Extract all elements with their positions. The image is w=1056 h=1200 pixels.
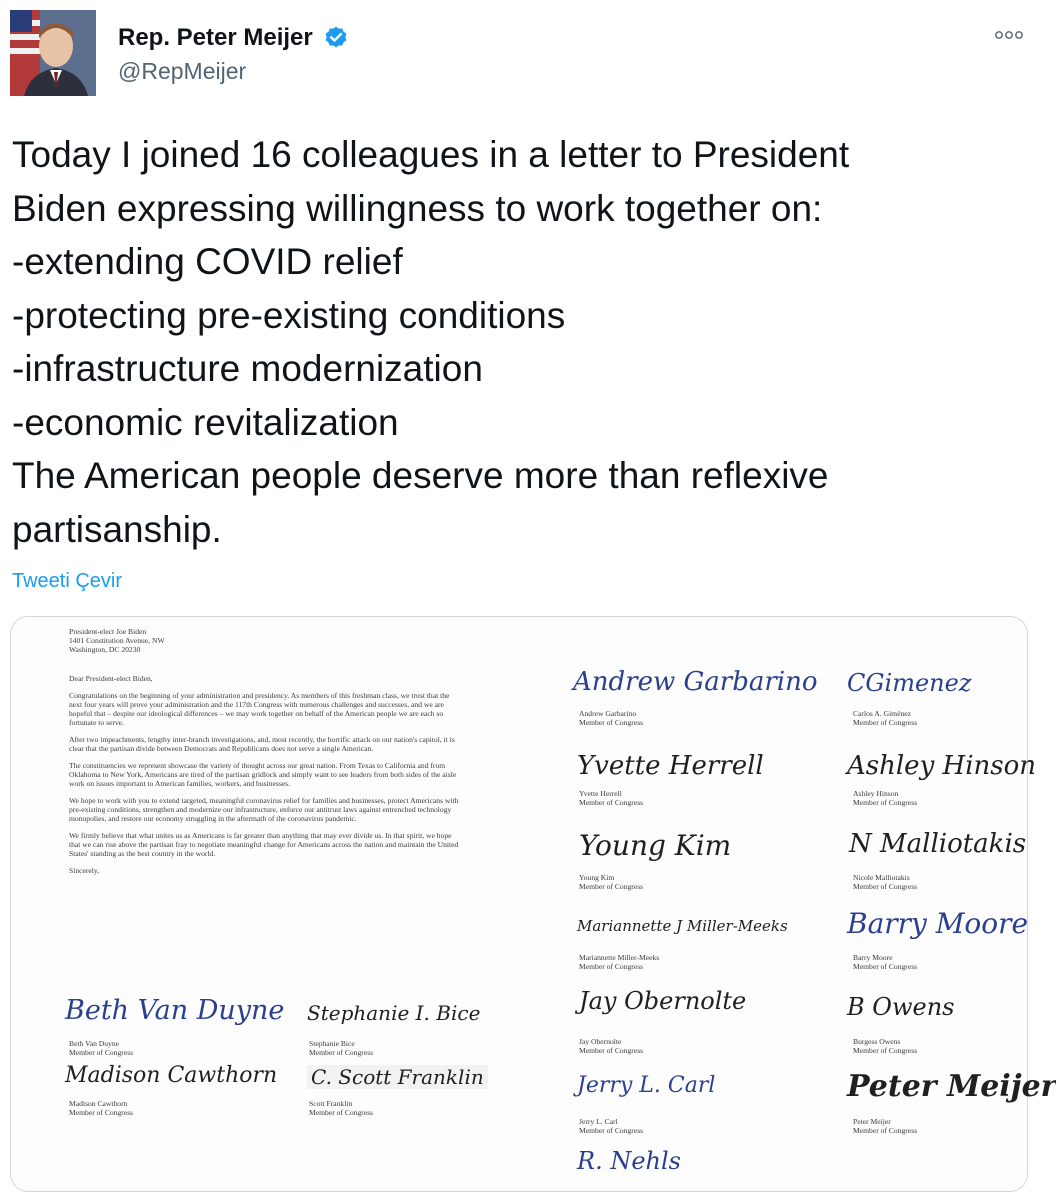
tweet-header bbox=[10, 10, 1026, 100]
signer-name: Beth Van Duyne bbox=[69, 1039, 120, 1048]
signer-name: Peter Meijer bbox=[853, 1117, 891, 1126]
tweet-line: -economic revitalization bbox=[12, 401, 399, 443]
signer-title: Member of Congress bbox=[853, 962, 918, 971]
address-line: 1401 Constitution Avenue, NW bbox=[69, 636, 165, 645]
signature-block bbox=[853, 789, 917, 807]
signature-scribble: Jerry L. Carl bbox=[577, 1073, 716, 1098]
tweet-line: Today I joined 16 colleagues in a letter to President bbox=[12, 134, 850, 175]
signer-title: Member of Congress bbox=[579, 882, 644, 891]
letter-paragraph: Congratulations on the beginning of your administration and presidency. As members of this freshman class, we trust that the next four years will prove your administration and the 117th Congress with numerous challenges and successes, and we are hopeful that – despite our ideological differences – we may work together on behalf of the American people we are each so fortunate to serve. bbox=[69, 691, 450, 727]
address-line: Washington, DC 20230 bbox=[69, 645, 141, 654]
signature-block bbox=[579, 709, 643, 727]
signature-block bbox=[853, 1117, 917, 1135]
signer-title: Member of Congress bbox=[579, 962, 644, 971]
signer-name: Burgess Owens bbox=[853, 1037, 901, 1046]
letter-salutation: Dear President-elect Biden, bbox=[69, 674, 153, 683]
attached-letter-image[interactable] bbox=[10, 616, 1056, 1192]
signature-block bbox=[69, 1039, 133, 1057]
signer-title: Member of Congress bbox=[579, 798, 644, 807]
signer-title: Member of Congress bbox=[853, 798, 918, 807]
signer-name: Nicole Malliotakis bbox=[853, 873, 910, 882]
signer-name: Young Kim bbox=[579, 873, 615, 882]
signature-block bbox=[853, 709, 917, 727]
signer-title: Member of Congress bbox=[69, 1108, 134, 1117]
profile-photo-avatar[interactable] bbox=[10, 10, 96, 96]
verified-badge-icon bbox=[323, 25, 349, 51]
signer-title: Member of Congress bbox=[309, 1048, 374, 1057]
signature-scribble: R. Nehls bbox=[577, 1147, 681, 1175]
signer-title: Member of Congress bbox=[853, 1046, 918, 1055]
tweet-text bbox=[12, 128, 1022, 556]
signature-scribble: Andrew Garbarino bbox=[573, 667, 818, 697]
signature-scribble: CGimenez bbox=[847, 669, 972, 697]
letter-address bbox=[69, 627, 469, 654]
signer-title: Member of Congress bbox=[579, 718, 644, 727]
letter-paragraph: After two impeachments, lengthy inter-branch investigations, and, most recently, the horrific attack on our nation's capitol, it is clear that the partisan divide between Democrats and Republicans does not serve a single American. bbox=[69, 735, 455, 753]
signer-name: Carlos A. Giménez bbox=[853, 709, 911, 718]
signer-title: Member of Congress bbox=[309, 1108, 374, 1117]
signer-name: Mariannette Miller-Meeks bbox=[579, 953, 660, 962]
signature-block bbox=[309, 1099, 373, 1117]
signer-title: Member of Congress bbox=[853, 718, 918, 727]
tweet-line: Biden expressing willingness to work together on: bbox=[12, 187, 823, 229]
letter-closing: Sincerely, bbox=[69, 866, 100, 875]
signature-scribble: Beth Van Duyne bbox=[65, 995, 285, 1026]
signature-scribble: Peter Meijer bbox=[847, 1069, 1056, 1104]
signature-scribble: Madison Cawthorn bbox=[65, 1063, 278, 1088]
signer-title: Member of Congress bbox=[69, 1048, 134, 1057]
signer-name: Yvette Herrell bbox=[579, 789, 622, 798]
letter-paragraph: We hope to work with you to extend targeted, meaningful coronavirus relief for families and businesses, protect Americans with pre-existing conditions, strengthen and modernize our infrastructure, enforce our antitrust laws against entrenched technology monopolies, and restore our economy struggling in the aftermath of the coronavirus pandemic. bbox=[69, 796, 459, 823]
signer-name: Madison Cawthorn bbox=[69, 1099, 128, 1108]
signer-title: Member of Congress bbox=[853, 882, 918, 891]
signature-block bbox=[69, 1099, 133, 1117]
signature-block bbox=[309, 1039, 373, 1057]
signature-block bbox=[853, 873, 917, 891]
signature-block bbox=[579, 873, 643, 891]
handle[interactable]: @RepMeijer bbox=[118, 58, 247, 84]
signature-scribble: Ashley Hinson bbox=[847, 751, 1036, 781]
signature-scribble: C. Scott Franklin bbox=[307, 1065, 488, 1089]
tweet-line: -infrastructure modernization bbox=[12, 348, 483, 389]
signature-scribble: Young Kim bbox=[579, 829, 732, 862]
signature-scribble: N Malliotakis bbox=[849, 829, 1027, 859]
author-info bbox=[118, 24, 349, 85]
signer-title: Member of Congress bbox=[579, 1126, 644, 1135]
signer-name: Jerry L. Carl bbox=[579, 1117, 618, 1126]
tweet-line: The American people deserve more than reflexive bbox=[12, 455, 829, 496]
letter-body bbox=[69, 691, 461, 875]
signature-scribble: Jay Obernolte bbox=[579, 987, 747, 1015]
signer-name: Barry Moore bbox=[853, 953, 893, 962]
signature-block bbox=[579, 1117, 643, 1135]
signer-title: Member of Congress bbox=[853, 1126, 918, 1135]
signer-name: Andrew Garbarino bbox=[579, 709, 637, 718]
signature-block bbox=[853, 953, 917, 971]
display-name[interactable]: Rep. Peter Meijer bbox=[118, 24, 313, 51]
signature-block bbox=[853, 1037, 917, 1055]
letter-document bbox=[11, 617, 1056, 1191]
signature-scribble: Yvette Herrell bbox=[577, 751, 764, 781]
signer-name: Stephanie Bice bbox=[309, 1039, 355, 1048]
address-line: President-elect Joe Biden bbox=[69, 627, 147, 636]
signer-name: Ashley Hinson bbox=[853, 789, 899, 798]
signature-block bbox=[579, 789, 643, 807]
signature-scribble: Mariannette J Miller-Meeks bbox=[577, 917, 788, 935]
signer-name: Jay Obernolte bbox=[579, 1037, 622, 1046]
signature-block bbox=[579, 1037, 643, 1055]
translate-tweet-link[interactable]: Tweeti Çevir bbox=[12, 570, 123, 592]
tweet-line: -protecting pre-existing conditions bbox=[12, 294, 566, 336]
avatar-image bbox=[10, 10, 96, 96]
tweet-line: partisanship. bbox=[12, 508, 222, 550]
signature-scribble: Barry Moore bbox=[847, 907, 1029, 940]
signature-block bbox=[579, 953, 659, 971]
letter-paragraph: The constituencies we represent showcase the variety of thought across our great nation. From Texas to California and from Oklahoma to New York, Americans are tired of the partisan gridlock and simply want to see leaders from both sides of the aisle work on issues important to American families, workers, and businesses. bbox=[69, 761, 457, 788]
letter-paragraph: We firmly believe that what unites us as Americans is far greater than anything that may ever divide us. In that spirit, we hope that we can rise above the partisan fray to negotiate meaningful change for Americans across the nation and maintain the United States' standing as the best country in the world. bbox=[69, 831, 459, 858]
signer-name: Scott Franklin bbox=[309, 1099, 353, 1108]
signature-scribble: Stephanie I. Bice bbox=[307, 1001, 481, 1025]
signer-title: Member of Congress bbox=[579, 1046, 644, 1055]
signature-scribble: B Owens bbox=[847, 993, 955, 1021]
tweet-line: -extending COVID relief bbox=[12, 241, 403, 282]
more-options-icon[interactable] bbox=[994, 28, 1024, 40]
